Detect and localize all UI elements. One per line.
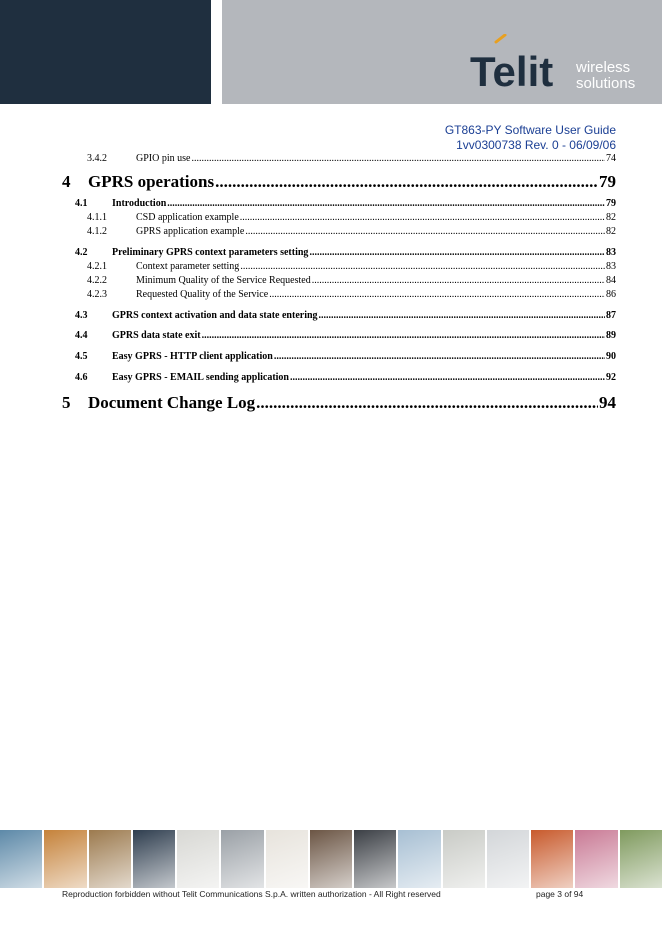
logo-brand-text: Telit <box>470 48 554 94</box>
toc-entry-page: 82 <box>606 226 616 237</box>
toc-leader-dots <box>245 226 605 237</box>
toc-entry-number: 4.2.1 <box>87 261 107 272</box>
footer-photo-strip <box>0 830 662 888</box>
toc-entry-number: 4.6 <box>75 372 88 383</box>
toc-entry-page: 89 <box>606 330 616 341</box>
toc-entry-page: 84 <box>606 275 616 286</box>
toc-entry[interactable] <box>75 372 616 383</box>
photo-panel <box>310 830 352 888</box>
toc-entry[interactable] <box>87 289 616 300</box>
document-revision: 1vv0300738 Rev. 0 - 06/09/06 <box>456 138 616 152</box>
toc-leader-dots <box>191 153 605 164</box>
photo-building <box>487 830 529 888</box>
toc-entry-page: 79 <box>606 198 616 209</box>
toc-leader-dots <box>290 372 605 383</box>
toc-entry[interactable] <box>87 275 616 286</box>
photo-meter <box>443 830 485 888</box>
toc-leader-dots <box>167 198 605 209</box>
toc-entry-number: 4.2.2 <box>87 275 107 286</box>
toc-entry-page: 83 <box>606 261 616 272</box>
page-footer <box>62 889 622 899</box>
toc-leader-dots <box>312 275 605 286</box>
toc-entry-page: 92 <box>606 372 616 383</box>
toc-entry-label: GPRS operations <box>88 172 215 191</box>
toc-entry-number: 4 <box>62 172 71 191</box>
toc-entry-number: 4.1.2 <box>87 226 107 237</box>
toc-entry[interactable] <box>87 153 616 164</box>
toc-leader-dots <box>269 289 605 300</box>
photo-card <box>266 830 308 888</box>
toc-leader-dots <box>256 393 598 413</box>
photo-coast <box>0 830 42 888</box>
toc-entry-label: Introduction <box>112 198 167 209</box>
toc-entry-number: 4.2 <box>75 247 88 258</box>
toc-entry[interactable] <box>75 351 616 362</box>
toc-entry[interactable] <box>87 226 616 237</box>
toc-entry-page: 86 <box>606 289 616 300</box>
toc-entry[interactable] <box>62 393 616 413</box>
photo-pink-items <box>575 830 617 888</box>
photo-orange-machine <box>531 830 573 888</box>
toc-entry[interactable] <box>62 172 616 192</box>
toc-entry-number: 4.1.1 <box>87 212 107 223</box>
toc-entry-number: 4.2.3 <box>87 289 107 300</box>
photo-wind-turbines <box>398 830 440 888</box>
toc-entry-page: 79 <box>599 172 616 191</box>
header-divider <box>211 0 222 104</box>
toc-entry-label: Requested Quality of the Service <box>136 289 269 300</box>
toc-leader-dots <box>274 351 605 362</box>
toc-entry[interactable] <box>87 212 616 223</box>
photo-phone-booth <box>44 830 86 888</box>
photo-server-rack <box>354 830 396 888</box>
toc-entry-page: 83 <box>606 247 616 258</box>
toc-entry-number: 4.3 <box>75 310 88 321</box>
logo-tagline-2: solutions <box>576 75 636 92</box>
photo-display-numbers <box>133 830 175 888</box>
toc-leader-dots <box>319 310 605 321</box>
photo-tunnel <box>89 830 131 888</box>
toc-entry-page: 87 <box>606 310 616 321</box>
toc-leader-dots <box>202 330 605 341</box>
toc-leader-dots <box>240 261 605 272</box>
toc-entry-label: Easy GPRS - HTTP client application <box>112 351 273 362</box>
photo-motorbike <box>221 830 263 888</box>
toc-entry[interactable] <box>75 247 616 258</box>
photo-camera <box>620 830 662 888</box>
toc-entry[interactable] <box>75 198 616 209</box>
toc-leader-dots <box>240 212 605 223</box>
toc-leader-dots <box>309 247 605 258</box>
toc-entry-label: GPRS context activation and data state entering <box>112 310 318 321</box>
document-title-block <box>445 123 616 153</box>
toc-entry-page: 74 <box>606 153 616 164</box>
logo-tagline-1: wireless <box>576 59 631 76</box>
toc-entry-number: 3.4.2 <box>87 153 107 164</box>
header-dark-panel <box>0 0 211 104</box>
toc-entry[interactable] <box>75 310 616 321</box>
telit-logo <box>470 34 650 94</box>
toc-entry-number: 4.1 <box>75 198 88 209</box>
document-title: GT863-PY Software User Guide <box>444 123 616 137</box>
toc-entry-number: 5 <box>62 393 71 412</box>
toc-entry-label: GPIO pin use <box>136 153 191 164</box>
toc-entry[interactable] <box>87 261 616 272</box>
toc-leader-dots <box>215 172 598 192</box>
toc-entry-label: Context parameter setting <box>136 261 240 272</box>
toc-entry-label: GPRS data state exit <box>112 330 201 341</box>
toc-entry-number: 4.5 <box>75 351 88 362</box>
toc-entry-label: Easy GPRS - EMAIL sending application <box>112 372 289 383</box>
footer-copyright-notice: Reproduction forbidden without Telit Communications S.p.A. written authorization - All Right reserved <box>62 889 441 899</box>
toc-entry[interactable] <box>75 330 616 341</box>
toc-entry-page: 94 <box>599 393 616 412</box>
toc-entry-label: CSD application example <box>136 212 239 223</box>
photo-keyboard <box>177 830 219 888</box>
toc-entry-page: 90 <box>606 351 616 362</box>
toc-entry-page: 82 <box>606 212 616 223</box>
toc-entry-label: Preliminary GPRS context parameters setting <box>112 247 309 258</box>
footer-page-number: page 3 of 94 <box>536 889 584 899</box>
toc-entry-label: GPRS application example <box>136 226 245 237</box>
toc-entry-label: Minimum Quality of the Service Requested <box>136 275 311 286</box>
toc-entry-number: 4.4 <box>75 330 88 341</box>
toc-entry-label: Document Change Log <box>88 393 256 412</box>
